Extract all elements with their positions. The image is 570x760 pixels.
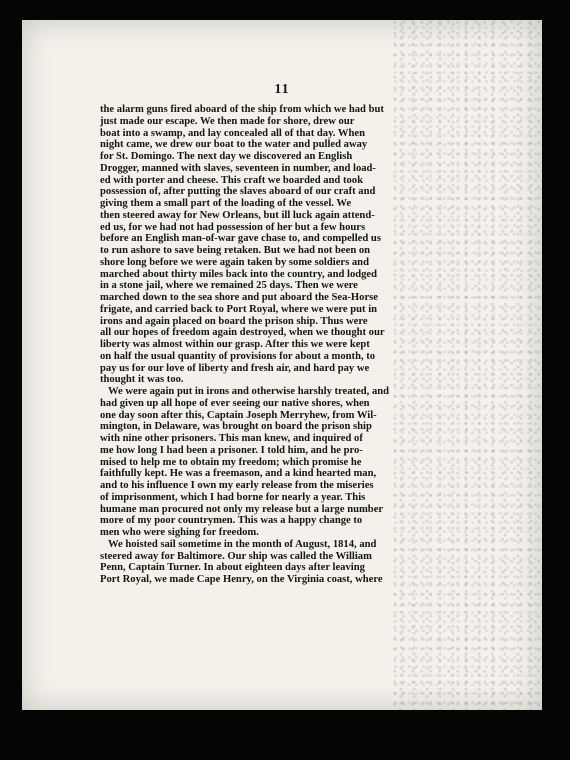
text-line: ed with porter and cheese. This craft we boarded and took (100, 174, 363, 186)
text-line: humane man procured not only my release but a large number (100, 503, 384, 515)
text-line: pay us for our love of liberty and fresh air, and hard pay we (100, 362, 370, 374)
page-number: 11 (274, 82, 290, 97)
text-line: for St. Domingo. The next day we discovered an English (100, 151, 353, 162)
text-line: marched down to the sea shore and put aboard the Sea-Horse (100, 292, 378, 303)
book-page (22, 20, 542, 710)
text-line: me how long I had been a prisoner. I told him, and he pro- (100, 444, 363, 456)
text-line: possession of, after putting the slaves aboard of our craft and (100, 186, 376, 198)
text-line: men who were sighing for freedom. (100, 527, 259, 538)
paragraph (100, 386, 466, 539)
page-body-text (100, 104, 466, 586)
text-line: Penn, Captain Turner. In about eighteen days after leaving (100, 562, 365, 574)
text-line: night came, we drew our boat to the water and pulled away (100, 139, 368, 151)
text-line: We hoisted sail sometime in the month of August, 1814, and (108, 538, 377, 550)
text-line: all our hopes of freedom again destroyed, when we thought our (100, 327, 385, 339)
text-line: on half the usual quantity of provisions for about a month, to (100, 350, 376, 362)
text-line: had given up all hope of ever seeing our native shores, when (100, 397, 370, 409)
text-line: shore long before we were again taken by some soldiers and (100, 256, 369, 268)
paragraph (100, 539, 466, 586)
text-line: faithfully kept. He was a freemason, and a kind hearted man, (100, 468, 377, 480)
text-line: Drogger, manned with slaves, seventeen in number, and load- (100, 162, 376, 174)
text-line: mised to help me to obtain my freedom; which promise he (100, 456, 362, 468)
text-line: the alarm guns fired aboard of the ship from which we had but (100, 104, 384, 115)
text-line: just made our escape. We then made for shore, drew our (100, 115, 355, 127)
text-line: before an English man-of-war gave chase to, and compelled us (100, 233, 381, 245)
text-line: frigate, and carried back to Port Royal, where we were put in (100, 303, 378, 315)
text-line: marched about thirty miles back into the country, and lodged (100, 268, 378, 280)
text-line: giving them a small part of the loading of the vessel. We (100, 198, 352, 209)
text-line: liberty was almost within our grasp. After this we were kept (100, 339, 370, 350)
text-line: then steered away for New Orleans, but ill luck again attend- (100, 209, 375, 221)
text-line: one day soon after this, Captain Joseph Merryhew, from Wil- (100, 409, 377, 421)
text-line: ed us, for we had not had possession of her but a few hours (100, 221, 366, 233)
text-line: We were again put in irons and otherwise harshly treated, and (108, 386, 390, 397)
paragraph (100, 104, 466, 386)
text-line: Port Royal, we made Cape Henry, on the Virginia coast, where (100, 574, 383, 585)
text-line: irons and again placed on board the prison ship. Thus were (100, 315, 368, 327)
text-line: with nine other prisoners. This man knew, and inquired of (100, 433, 363, 444)
text-line: to run ashore to save being retaken. But we had not been on (100, 245, 371, 256)
text-line: and to his influence I own my early release from the miseries (100, 480, 374, 491)
text-line: boat into a swamp, and lay concealed all of that day. When (100, 127, 365, 139)
text-line: of imprisonment, which I had borne for nearly a year. This (100, 491, 366, 503)
text-line: more of my poor countrymen. This was a happy change to (100, 515, 363, 527)
text-line: thought it was too. (100, 374, 184, 386)
text-line: mington, in Delaware, was brought on board the prison ship (100, 421, 372, 433)
text-line: steered away for Baltimore. Our ship was called the William (100, 550, 372, 562)
text-line: in a stone jail, where we remained 25 days. Then we were (100, 280, 358, 292)
